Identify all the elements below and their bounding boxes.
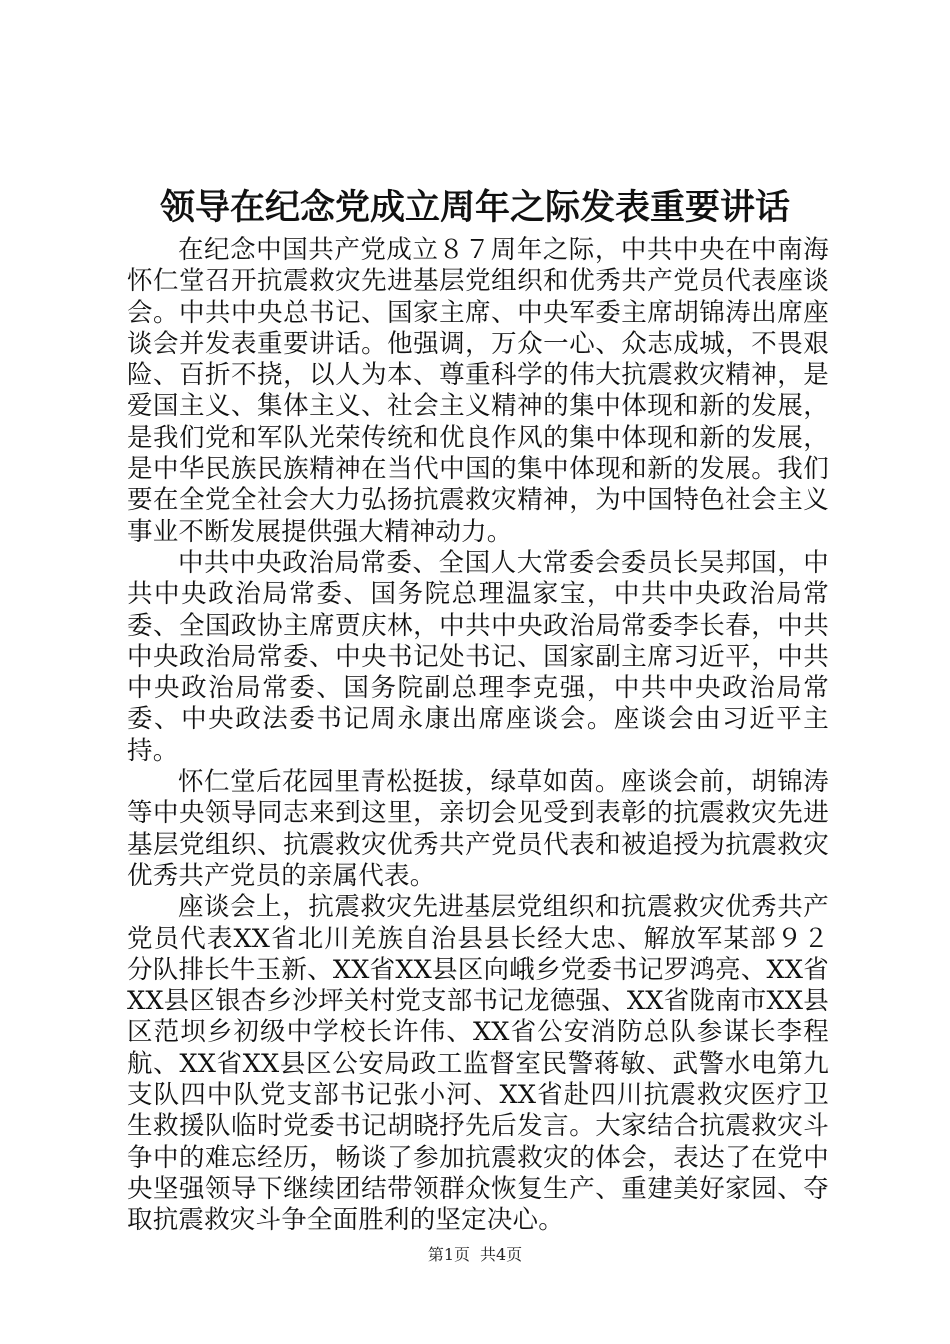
paragraph-2: 中共中央政治局常委、全国人大常委会委员长吴邦国，中共中央政治局常委、国务院总理温家宝，中共中央政治局常委、全国政协主席贾庆林，中共中央政治局常委李长春，中共中央政治局常委、中央书记处书记、国家副主席习近平，中共中央政治局常委、国务院副总理李克强，中共中央政治局常委、中央政法委书记周永康出席座谈会。座谈会由习近平主持。 [127, 547, 829, 766]
page-footer [0, 1244, 950, 1266]
paragraph-1: 在纪念中国共产党成立８７周年之际，中共中央在中南海怀仁堂召开抗震救灾先进基层党组织和优秀共产党员代表座谈会。中共中央总书记、国家主席、中央军委主席胡锦涛出席座谈会并发表重要讲话。他强调，万众一心、众志成城，不畏艰险、百折不挠，以人为本、尊重科学的伟大抗震救灾精神，是爱国主义、集体主义、社会主义精神的集中体现和新的发展，是我们党和军队光荣传统和优良作风的集中体现和新的发展，是中华民族民族精神在当代中国的集中体现和新的发展。我们要在全党全社会大力弘扬抗震救灾精神，为中国特色社会主义事业不断发展提供强大精神动力。 [127, 235, 829, 547]
paragraph-4: 座谈会上，抗震救灾先进基层党组织和抗震救灾优秀共产党员代表XX省北川羌族自治县县长经大忠、解放军某部９２分队排长牛玉新、XX省XX县区向峨乡党委书记罗鸿亮、XX省XX县区银杏乡沙坪关村党支部书记龙德强、XX省陇南市XX县区范坝乡初级中学校长许伟、XX省公安消防总队参谋长李程航、XX省XX县区公安局政工监督室民警蒋敏、武警水电第九支队四中队党支部书记张小河、XX省赴四川抗震救灾医疗卫生救援队临时党委书记胡晓抒先后发言。大家结合抗震救灾斗争中的难忘经历，畅谈了参加抗震救灾的体会，表达了在党中央坚强领导下继续团结带领群众恢复生产、重建美好家园、夺取抗震救灾斗争全面胜利的坚定决心。 [127, 892, 829, 1236]
paragraph-3: 怀仁堂后花园里青松挺拔，绿草如茵。座谈会前，胡锦涛等中央领导同志来到这里，亲切会见受到表彰的抗震救灾先进基层党组织、抗震救灾优秀共产党员代表和被追授为抗震救灾优秀共产党员的亲属代表。 [127, 767, 829, 891]
page-number-total: 共4页 [480, 1245, 523, 1264]
page-number-current: 第1页 [427, 1245, 470, 1264]
document-title: 领导在纪念党成立周年之际发表重要讲话 [159, 187, 790, 228]
document-body [127, 235, 829, 1237]
